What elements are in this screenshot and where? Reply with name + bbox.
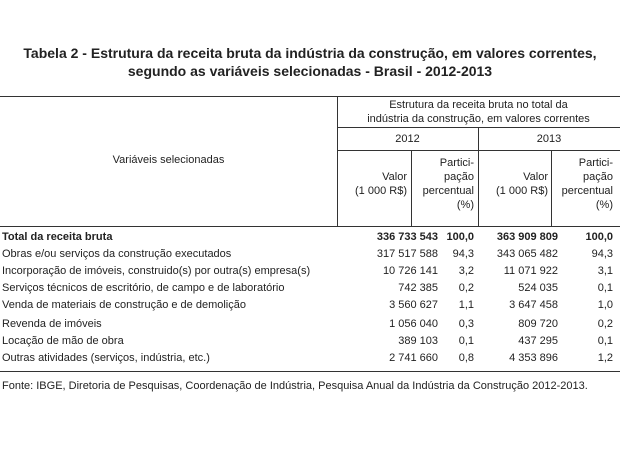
row-share-2013: 1,0 xyxy=(597,299,613,311)
row-share-2012: 0,2 xyxy=(458,282,474,294)
row-share-2012: 94,3 xyxy=(452,248,474,260)
row-value-2013: 4 353 896 xyxy=(509,352,558,364)
row-label: Obras e/ou serviços da construção executados xyxy=(2,248,232,260)
header-group xyxy=(337,98,620,126)
row-value-2012: 1 056 040 xyxy=(389,318,438,330)
table-bottom-rule xyxy=(0,371,620,372)
row-share-2012: 1,1 xyxy=(458,299,474,311)
header-part-line-4: (%) xyxy=(456,199,474,211)
table-row xyxy=(0,280,620,297)
row-label: Serviços técnicos de escritório, de campo e de laboratório xyxy=(2,282,285,294)
table-row xyxy=(0,316,620,333)
table-row xyxy=(0,350,620,367)
row-value-2012: 742 385 xyxy=(398,282,438,294)
row-label: Total da receita bruta xyxy=(2,231,113,243)
header-part-line-2: pação xyxy=(583,171,613,183)
header-valor-unit: (1 000 R$) xyxy=(496,185,548,197)
row-value-2013: 363 909 809 xyxy=(496,231,558,243)
header-part-line-3: percentual xyxy=(422,185,474,197)
row-value-2012: 3 560 627 xyxy=(389,299,438,311)
row-share-2013: 100,0 xyxy=(585,231,613,243)
table-row xyxy=(0,263,620,280)
header-part-2012 xyxy=(412,156,474,212)
row-value-2013: 524 035 xyxy=(518,282,558,294)
row-value-2012: 389 103 xyxy=(398,335,438,347)
row-share-2013: 0,2 xyxy=(597,318,613,330)
source-note: Fonte: IBGE, Diretoria de Pesquisas, Coordenação de Indústria, Pesquisa Anual da Indústria da Construção 2012-2013. xyxy=(2,380,588,392)
header-year-2013: 2013 xyxy=(536,133,562,145)
row-share-2012: 0,8 xyxy=(458,352,474,364)
row-value-2013: 11 071 922 xyxy=(503,265,558,277)
row-share-2013: 94,3 xyxy=(591,248,613,260)
row-label: Incorporação de imóveis, construido(s) por outra(s) empresa(s) xyxy=(2,265,311,277)
table-top-rule xyxy=(0,96,620,97)
table-title-line-1: Tabela 2 - Estrutura da receita bruta da indústria da construção, em valores correntes, xyxy=(23,45,597,61)
row-value-2012: 317 517 588 xyxy=(376,248,438,260)
table-row xyxy=(0,333,620,350)
row-value-2012: 2 741 660 xyxy=(389,352,438,364)
row-share-2013: 1,2 xyxy=(597,352,613,364)
row-share-2012: 0,1 xyxy=(458,335,474,347)
table-row-total xyxy=(0,229,620,246)
row-share-2013: 3,1 xyxy=(597,265,613,277)
row-share-2012: 100,0 xyxy=(446,231,474,243)
header-group-line-2: indústria da construção, em valores correntes xyxy=(367,113,590,125)
row-value-2012: 10 726 141 xyxy=(382,265,438,277)
table-title-line-2: segundo as variáveis selecionadas - Brasil - 2012-2013 xyxy=(127,63,493,79)
row-label: Outras atividades (serviços, indústria, etc.) xyxy=(2,352,210,364)
header-valor-unit: (1 000 R$) xyxy=(355,185,407,197)
row-value-2013: 809 720 xyxy=(518,318,558,330)
row-value-2012: 336 733 543 xyxy=(376,231,438,243)
header-part-line-1: Partici- xyxy=(439,157,474,169)
table-row xyxy=(0,246,620,263)
row-share-2012: 0,3 xyxy=(458,318,474,330)
header-part-line-2: pação xyxy=(444,171,474,183)
header-part-line-4: (%) xyxy=(595,199,613,211)
row-label: Venda de materiais de construção e de demolição xyxy=(2,299,246,311)
header-group-line-1: Estrutura da receita bruta no total da xyxy=(389,99,568,111)
header-valor-2012 xyxy=(337,170,407,198)
row-share-2012: 3,2 xyxy=(458,265,474,277)
header-part-2013 xyxy=(552,156,613,212)
table-row xyxy=(0,297,620,314)
header-part-line-3: percentual xyxy=(561,185,613,197)
row-value-2013: 3 647 458 xyxy=(509,299,558,311)
header-year-2012: 2012 xyxy=(395,133,420,145)
header-valor-2013 xyxy=(478,170,548,198)
header-variables: Variáveis selecionadas xyxy=(112,154,225,166)
row-value-2013: 437 295 xyxy=(518,335,558,347)
row-share-2013: 0,1 xyxy=(597,335,613,347)
header-part-line-1: Partici- xyxy=(578,157,613,169)
header-valor-label: Valor xyxy=(523,171,548,183)
table-title xyxy=(0,44,620,80)
row-value-2013: 343 065 482 xyxy=(496,248,558,260)
row-share-2013: 0,1 xyxy=(597,282,613,294)
row-label: Locação de mão de obra xyxy=(2,335,124,347)
header-valor-label: Valor xyxy=(382,171,407,183)
row-label: Revenda de imóveis xyxy=(2,318,102,330)
header-bottom-rule xyxy=(0,226,620,227)
